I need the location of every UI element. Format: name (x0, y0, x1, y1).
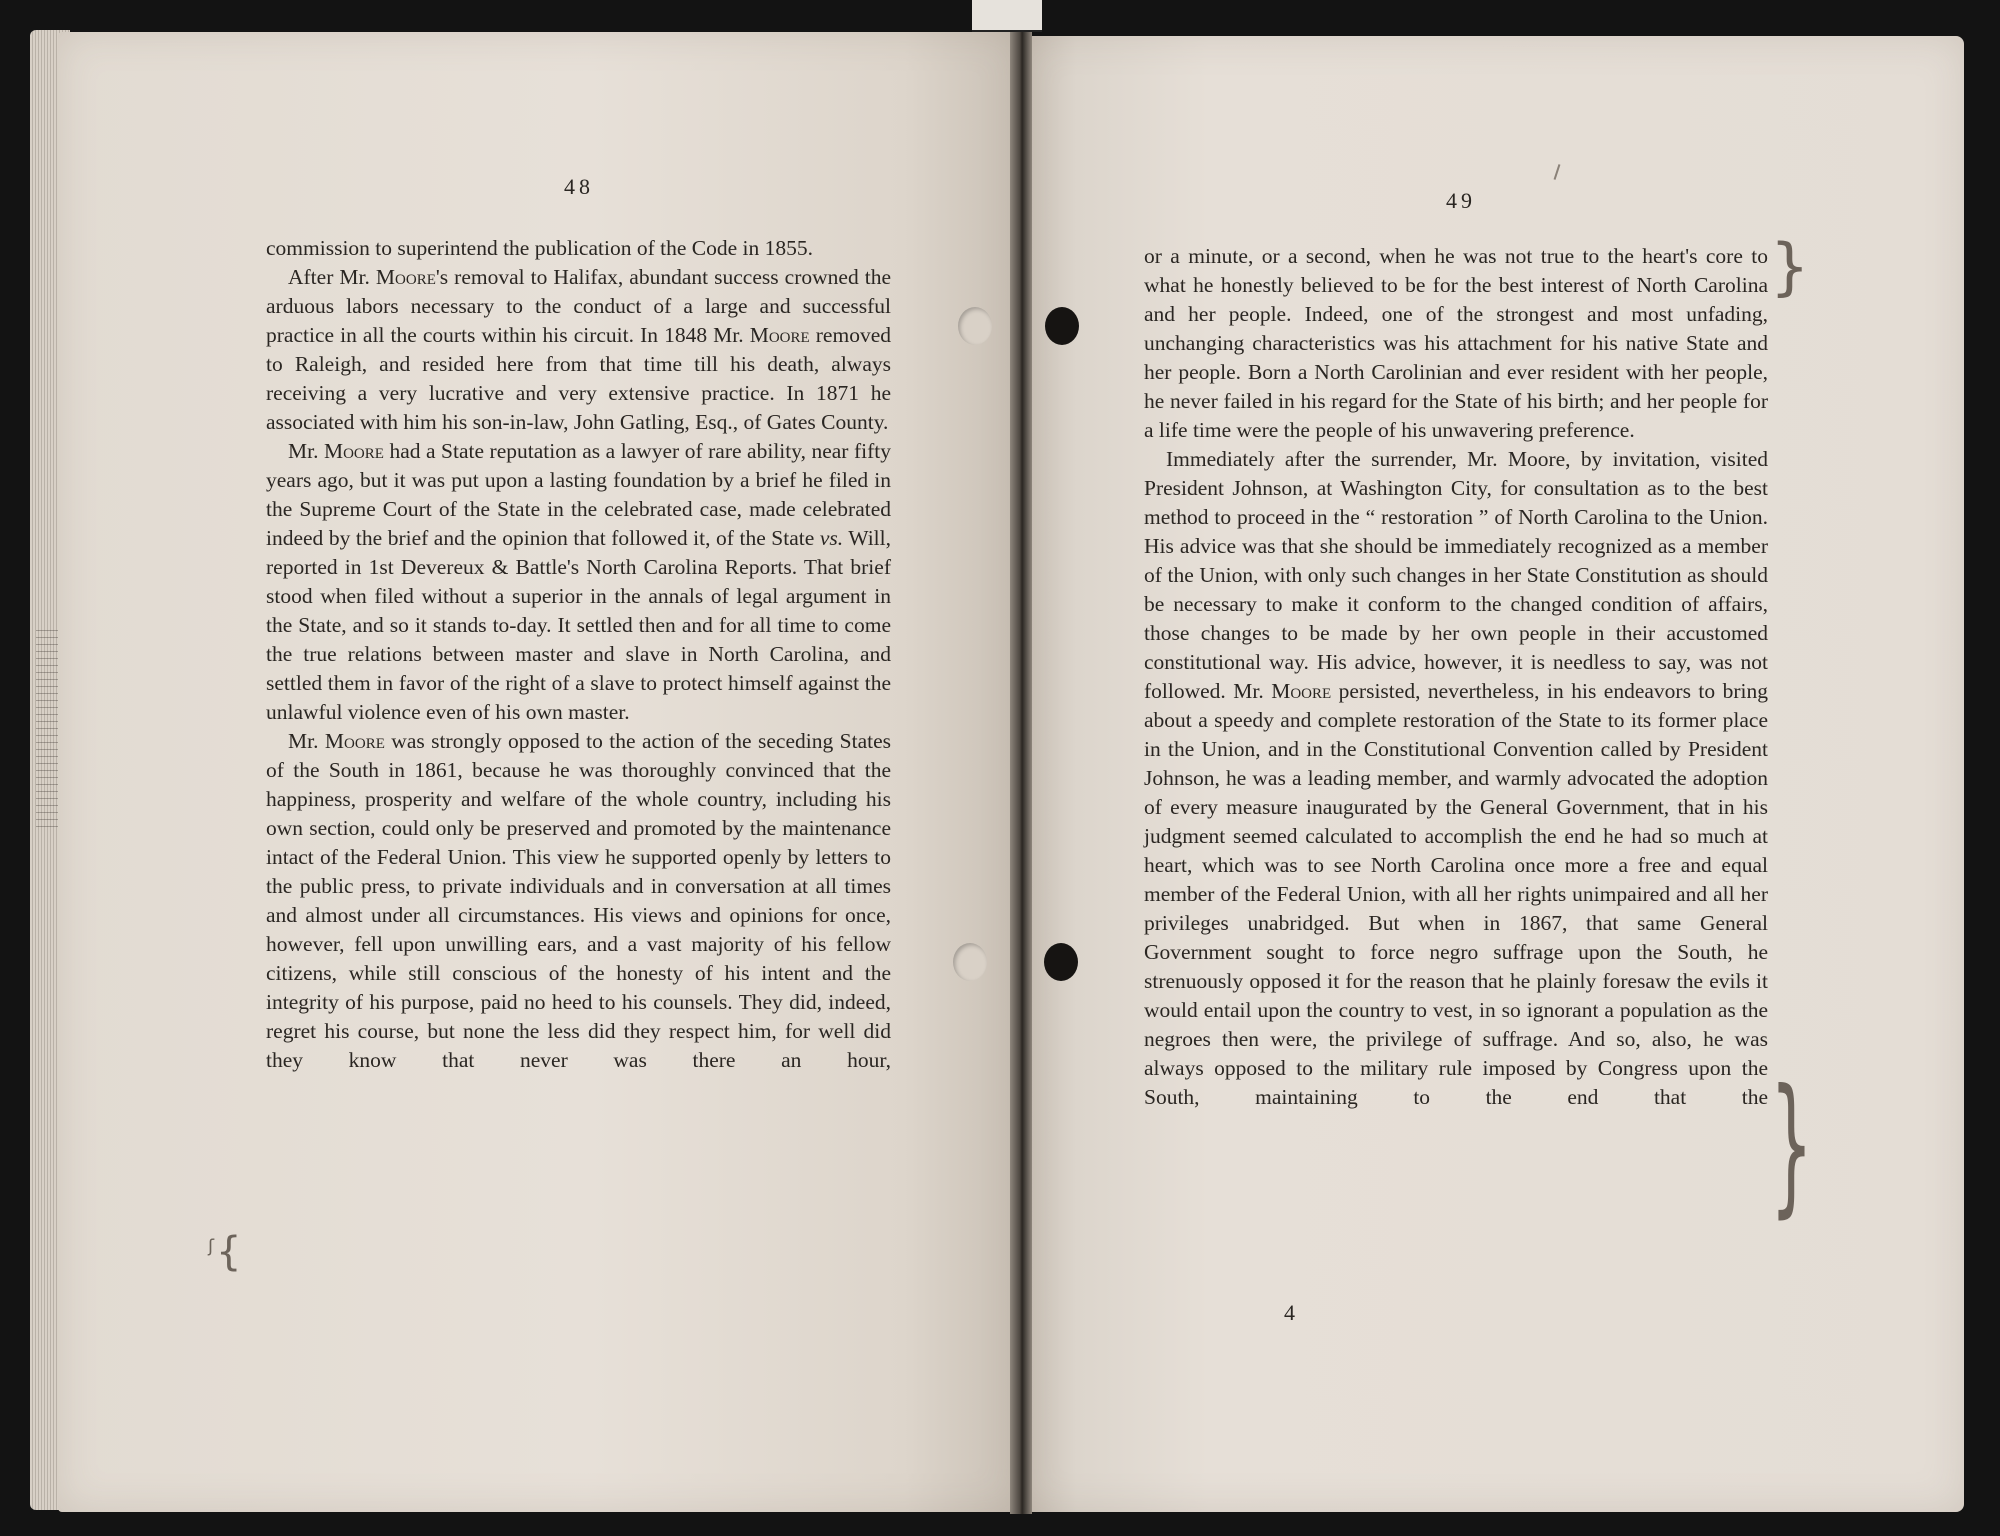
left-paragraph-2: After Mr. Moore's removal to Halifax, abundant success crowned the arduous labors necessary to the conduct of a large and successful practice in all the courts within his circuit. In 1848 Mr. Moore removed to Raleigh, and resided here from that time till his death, always receiving a very lucrative and very extensive practice. In 1871 he associated with him his son-in-law, John Gatling, Esq., of Gates County. (266, 265, 892, 434)
binding-hole-right-bottom (1044, 943, 1078, 981)
left-margin-pencil-mark: ʃ (208, 1236, 215, 1257)
left-paragraph-3: Mr. Moore had a State reputation as a lawyer of rare ability, near fifty years ago, but it was put upon a lasting foundation by a brief he filed in the Supreme Court of the State in the celebrated case, made celebrated indeed by the brief and the opinion that followed it, of the State vs. Will, reported in 1st Devereux & Battle's North Carolina Reports. That brief stood when filed without a superior in the annals of legal argument in the State, and so it stands to-day. It settled then and for all time to come the true relations between master and slave in North Carolina, and settled them in favor of the right of a slave to protect himself against the unlawful violence even of his own master. (266, 439, 891, 724)
page-number-left: 48 (564, 174, 594, 199)
binding-hole-left-bottom (953, 943, 987, 981)
right-page-text (1144, 242, 1768, 1112)
right-paragraph-2: Immediately after the surrender, Mr. Moore, by invitation, visited President Johnson, at Washington City, for consultation as to the best method to proceed in the “ restoration ” of North Carolina to the Union. His advice was that she should be immediately recognized as a member of the Union, with only such changes in her State Constitution as should be necessary to make it conform to the changed condition of affairs, those changes to be made by her own people in their accustomed constitutional way. His advice, however, it is needless to say, was not followed. Mr. Moore persisted, nevertheless, in his endeavors to bring about a speedy and complete restoration of the State to its former place in the Union, and in the Constitutional Convention called by President Johnson, he was a leading member, and warmly advocated the adoption of every measure inaugurated by the General Government, that in his judgment seemed calculated to accomplish the end he had so much at heart, which was to see North Carolina once more a free and equal member of the Federal Union, with all her rights unimpaired and all her privileges unabridged. But when in 1867, that same General Government sought to force negro suffrage upon the South, he strenuously opposed it for the reason that he plainly foresaw the evils it would entail upon the country to vest, in so ignorant a population as the negroes then were, the privilege of suffrage. And so, also, he was always opposed to the military rule imposed by Congress upon the South, maintaining to the end that the (1144, 447, 1768, 1109)
right-margin-bracket-top: } (1770, 230, 1810, 303)
binding-hole-left-top (958, 307, 992, 345)
binding-hole-right-top (1045, 307, 1079, 345)
left-page-text (266, 234, 891, 1075)
left-margin-marks (36, 630, 58, 830)
right-margin-bracket-bottom: } (1770, 1058, 1813, 1232)
page-number-right: 49 (1446, 188, 1476, 213)
right-paragraph-1: or a minute, or a second, when he was not true to the heart's core to what he honestly believed to be for the best interest of North Carolina and her people. Indeed, one of the strongest and most unfading, unchanging characteristics was his attachment for his native State and her people. Born a North Carolinian and ever resident with her people, he never failed in his regard for the State of his birth; and her people for a life time were the people of his unwavering preference. (1144, 244, 1768, 442)
spine-tag (972, 0, 1042, 32)
binding-gutter (1010, 30, 1032, 1514)
signature-mark: 4 (1284, 1300, 1295, 1325)
left-paragraph-1: commission to superintend the publication of the Code in 1855. (266, 236, 813, 260)
left-margin-bracket: { (216, 1229, 242, 1275)
left-paragraph-4: Mr. Moore was strongly opposed to the action of the seceding States of the South in 1861, because he was thoroughly convinced that the happiness, prosperity and welfare of the whole country, including his own section, could only be preserved and promoted by the maintenance intact of the Federal Union. This view he supported openly by letters to the public press, to private individuals and in conversation at all times and almost under all circumstances. His views and opinions for once, however, fell upon unwilling ears, and a vast majority of his fellow citizens, while still conscious of the honesty of his intent and the integrity of his purpose, paid no heed to his counsels. They did, indeed, regret his course, but none the less did they respect him, for well did they know that never was there an hour, (266, 729, 892, 1072)
